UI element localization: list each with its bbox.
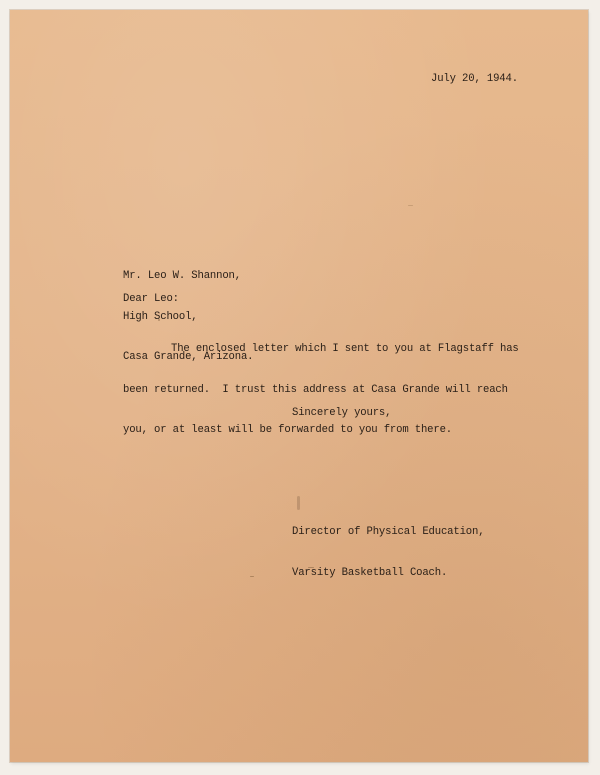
letter-body	[123, 316, 519, 465]
ink-speck	[308, 567, 314, 568]
closing: Sincerely yours,	[292, 407, 392, 419]
recipient-line: Casa Grande, Arizona.	[123, 351, 254, 363]
letter-date: July 20, 1944.	[431, 73, 518, 85]
ink-speck	[297, 496, 300, 510]
ink-speck	[250, 576, 254, 577]
body-line: you, or at least will be forwarded to you from there.	[123, 424, 452, 436]
signature-title: Varsity Basketball Coach.	[292, 566, 448, 579]
ink-speck	[158, 319, 160, 321]
letter-page	[10, 10, 588, 762]
signature-block	[292, 499, 484, 607]
ink-speck	[408, 205, 413, 206]
body-line: The enclosed letter which I sent to you at Flagstaff has	[171, 343, 519, 355]
recipient-line: Mr. Leo W. Shannon,	[123, 270, 241, 282]
salutation: Dear Leo:	[123, 293, 179, 305]
recipient-line: High School,	[123, 310, 198, 323]
body-line: been returned. I trust this address at Casa Grande will reach	[123, 383, 508, 396]
signature-title: Director of Physical Education,	[292, 526, 485, 538]
